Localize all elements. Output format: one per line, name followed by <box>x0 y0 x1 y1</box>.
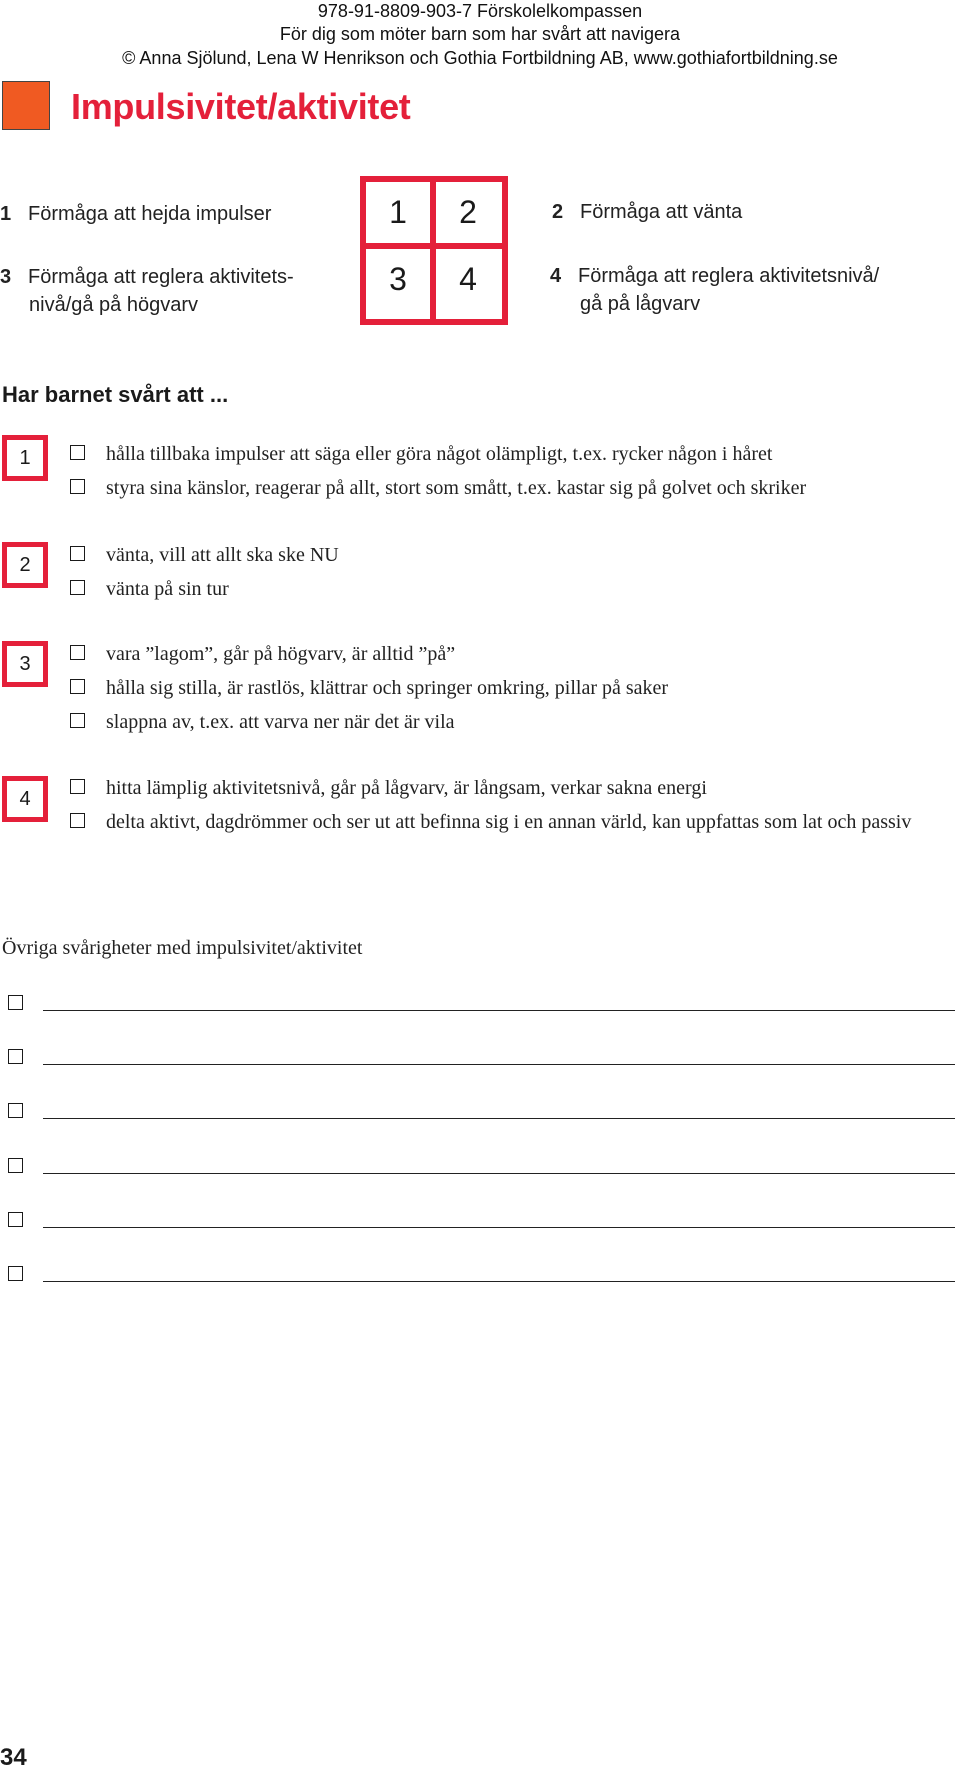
legend-label: Förmåga att hejda impulser <box>28 203 272 225</box>
checkbox[interactable] <box>70 713 85 728</box>
grid-cell-4: 4 <box>459 261 477 297</box>
orange-square-marker <box>2 81 50 130</box>
legend-item-4 <box>550 262 879 318</box>
header-copyright-line: © Anna Sjölund, Lena W Henrikson och Gothia Fortbildning AB, www.gothiafortbildning.se <box>122 48 838 68</box>
checklist-item-text: hålla tillbaka impulser att säga eller göra något olämpligt, t.ex. rycker någon i håret <box>106 443 773 465</box>
write-in-line[interactable] <box>43 1118 955 1119</box>
checkbox[interactable] <box>70 546 85 561</box>
checklist-item-text: styra sina känslor, reagerar på allt, stort som smått, t.ex. kastar sig på golvet och skriker <box>106 477 807 499</box>
blank-checkbox[interactable] <box>8 995 23 1010</box>
checklist-item-text: slappna av, t.ex. att varva ner när det är vila <box>106 711 455 733</box>
write-in-line[interactable] <box>43 1173 955 1174</box>
checkbox[interactable] <box>70 813 85 828</box>
legend-label-line2: gå på lågvarv <box>580 293 701 315</box>
legend-number: 4 <box>550 265 562 287</box>
checkbox[interactable] <box>70 479 85 494</box>
legend-label-line1: Förmåga att reglera aktivitetsnivå/ <box>578 265 880 287</box>
blank-checkbox[interactable] <box>8 1103 23 1118</box>
question-heading: Har barnet svårt att ... <box>2 382 229 407</box>
other-difficulties-heading: Övriga svårigheter med impulsivitet/aktivitet <box>2 937 363 959</box>
blank-checkbox[interactable] <box>8 1049 23 1064</box>
checklist-item-text: hitta lämplig aktivitetsnivå, går på lågvarv, är långsam, verkar sakna energi <box>106 777 707 799</box>
legend-item-2 <box>552 198 742 226</box>
page-title: Impulsivitet/aktivitet <box>71 86 411 127</box>
legend-number: 3 <box>0 266 12 288</box>
write-in-line[interactable] <box>43 1227 955 1228</box>
legend-label-line1: Förmåga att reglera aktivitets- <box>28 266 294 288</box>
checklist-item-text: vara ”lagom”, går på högvarv, är alltid ”på” <box>106 643 456 665</box>
write-in-line[interactable] <box>43 1281 955 1282</box>
quadrant-grid <box>360 176 508 325</box>
legend-label: Förmåga att vänta <box>580 201 743 223</box>
header-subtitle-line: För dig som möter barn som har svårt att navigera <box>279 24 681 44</box>
checkbox[interactable] <box>70 779 85 794</box>
group-badge-4: 4 <box>2 776 48 822</box>
legend-number: 2 <box>552 201 564 223</box>
group-badge-3: 3 <box>2 641 48 687</box>
legend-label-line2: nivå/gå på högvarv <box>29 294 199 316</box>
checklist-item-text: vänta, vill att allt ska ske NU <box>106 544 339 566</box>
checkbox[interactable] <box>70 679 85 694</box>
group-badge-1: 1 <box>2 435 48 481</box>
blank-checkbox[interactable] <box>8 1212 23 1227</box>
legend-item-1 <box>0 200 271 228</box>
checklist-item-text: hålla sig stilla, är rastlös, klättrar och springer omkring, pillar på saker <box>106 677 669 699</box>
checkbox[interactable] <box>70 645 85 660</box>
blank-checkbox[interactable] <box>8 1158 23 1173</box>
group-badge-2: 2 <box>2 542 48 588</box>
write-in-line[interactable] <box>43 1010 955 1011</box>
grid-cell-2: 2 <box>459 194 477 230</box>
legend-item-3 <box>0 263 294 319</box>
checkbox[interactable] <box>70 445 85 460</box>
page-number: 34 <box>0 1744 27 1771</box>
grid-cell-3: 3 <box>389 261 407 297</box>
blank-checkbox[interactable] <box>8 1266 23 1281</box>
header-isbn-line: 978-91-8809-903-7 Förskolelkompassen <box>317 1 643 21</box>
write-in-line[interactable] <box>43 1064 955 1065</box>
legend-number: 1 <box>0 203 12 225</box>
checklist-item-text: delta aktivt, dagdrömmer och ser ut att befinna sig i en annan värld, kan uppfattas som lat och passiv <box>106 811 912 833</box>
checkbox[interactable] <box>70 580 85 595</box>
checklist-item-text: vänta på sin tur <box>106 578 229 600</box>
grid-cell-1: 1 <box>389 194 407 230</box>
